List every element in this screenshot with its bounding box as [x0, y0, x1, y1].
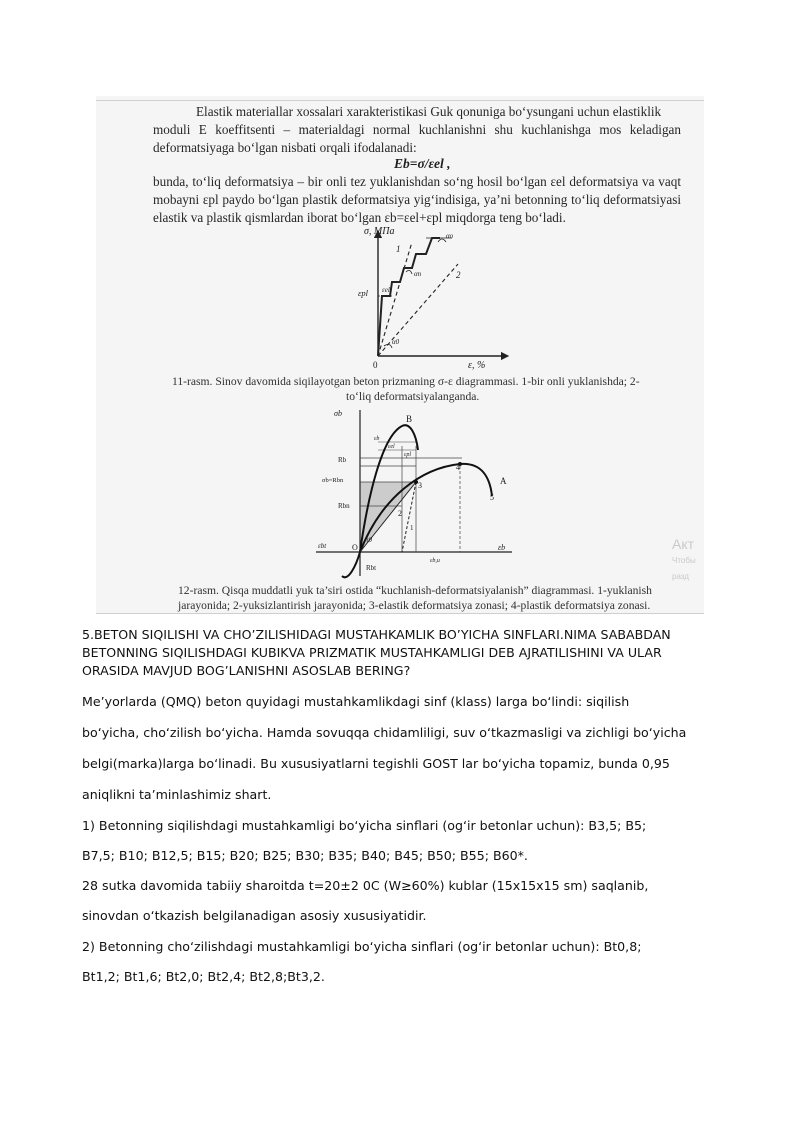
section-heading-line2: BETONNING SIQILISHDAGI KUBIKVA PRIZMATIK MUSTAHKAMLIGI DEB AJRATILISHINI VA ULAR — [82, 645, 662, 660]
fig11-eps-el-label: εel — [382, 286, 390, 294]
scan-para2-line3: elastik va plastik qismlardan iborat bo‘lgan εb=εel+εpl miqdorga teng bo‘ladi. — [153, 210, 566, 225]
body-line-5: 1) Betonning siqilishdagi mustahkamligi bo‘yicha sinflari (og‘ir betonlar uchun): B3,5; B5; — [82, 818, 647, 833]
fig11-y-label: σ, MПа — [364, 226, 395, 237]
figure-11-caption-line2: to‘liq deformatsiyalanganda. — [346, 390, 480, 403]
fig12-eps-bu-label: εb,u — [430, 558, 440, 564]
fig11-staircase-curve — [378, 238, 440, 356]
watermark-line3: разд — [672, 572, 689, 581]
scan-top-rule — [96, 100, 704, 101]
body-line-6: B7,5; B10; B12,5; B15; B20; B25; B30; B35; B40; B45; B50; B55; B60*. — [82, 848, 528, 863]
fig11-x-label: ε, % — [468, 360, 486, 370]
fig12-y-label: σb — [334, 409, 342, 418]
body-line-2: bo‘yicha, cho‘zilish bo‘yicha. Hamda sovuqqa chidamliligi, suv o‘tkazmasligi va zichligi bo‘yicha — [82, 725, 687, 740]
body-line-10: Bt1,2; Bt1,6; Bt2,0; Bt2,4; Bt2,8;Bt3,2. — [82, 969, 325, 984]
fig12-label-5: 5 — [490, 493, 494, 502]
fig12-label-2: 2 — [398, 509, 402, 518]
fig12-eps-b-label: εb — [374, 436, 380, 442]
fig12-Rb-label: Rb — [338, 456, 347, 464]
fig11-alpha0-label: α0 — [392, 338, 400, 346]
figure-12-caption-line1: 12-rasm. Qisqa muddatli yuk ta’siri ostida “kuchlanish-deformatsiyalanish” diagrammasi. 1-yuklanish — [178, 584, 652, 597]
scan-para2-line2: mobayni εpl paydo bo‘lgan plastik deformatsiya yig‘indisiga, ya’ni betonning to‘liq deformatsiyasi — [153, 192, 681, 207]
body-line-3: belgi(marka)larga bo‘linadi. Bu xususiyatlarni tegishli GOST lar bo‘yicha topamiz, bunda 0,95 — [82, 756, 670, 771]
fig12-eps-el-label: εel — [388, 444, 395, 450]
fig12-label-3: 3 — [418, 481, 422, 490]
figure-12-caption-line2: jarayonida; 2-yuksizlantirish jarayonida; 3-elastik deformatsiya zonasi; 4-plastik deformatsiya zonasi. — [178, 599, 651, 612]
body-line-7: 28 sutka davomida tabiiy sharoitda t=20±2 0C (W≥60%) kublar (15x15x15 sm) saqlanib, — [82, 878, 649, 893]
scan-para1-line2: moduli E koeffitsenti – materialdagi normal kuchlanishni shu kuchlanishga mos keladigan — [153, 122, 681, 137]
fig12-label-4: 4 — [456, 463, 460, 472]
fig12-label-A: A — [500, 476, 507, 486]
fig11-curve-2-label: 2 — [456, 270, 461, 280]
fig11-alphao-label: αo — [446, 232, 454, 240]
fig12-eps-bt-label: εbt — [318, 542, 327, 550]
watermark-line2: Чтобы — [672, 556, 696, 565]
scan-para2-line1: bunda, to‘liq deformatsiya – bir onli tez yuklanishdan so‘ng hosil bo‘lgan εel deformatsiya va vaqt — [153, 174, 681, 189]
fig12-Rbn-label: Rbn — [338, 502, 350, 510]
fig12-sigma-Rbn-label: σb=Rbn — [322, 477, 344, 484]
elastic-modulus-formula: Eb=σ/εel , — [394, 156, 451, 171]
fig12-label-B: B — [406, 414, 413, 424]
figure-12-stress-strain-diagram — [312, 406, 524, 584]
fig12-eps-pl-label: εpl — [404, 452, 412, 458]
fig11-alphan-label: αn — [414, 270, 422, 278]
scan-bottom-rule — [96, 613, 704, 614]
figure-11-caption-line1: 11-rasm. Sinov davomida siqilayotgan beton prizmaning σ-ε diagrammasi. 1-bir onli yuklanishda; 2- — [172, 375, 640, 388]
scan-para1-line1: Elastik materiallar xossalari xarakteristikasi Guk qonuniga bo‘ysungani uchun elastiklik — [196, 104, 662, 119]
fig12-label-1: 1 — [410, 524, 414, 532]
section-heading-line1: 5.BETON SIQILISHI VA CHO’ZILISHIDAGI MUSTAHKAMLIK BO’YICHA SINFLARI.NIMA SABABDAN — [82, 627, 671, 642]
figure-11-sigma-epsilon-diagram — [340, 224, 510, 370]
scan-para1-line3: deformatsiyaga bo‘lgan nisbati orqali ifodalanadi: — [153, 140, 417, 155]
body-line-1: Me’yorlarda (QMQ) beton quyidagi mustahkamlikdagi sinf (klass) larga bo‘lindi: siqilish — [82, 694, 630, 709]
fig12-Rbt-label: Rbt — [366, 564, 377, 572]
watermark-line1: Акт — [672, 536, 695, 552]
fig11-eps-pl-label: εpl — [358, 288, 368, 298]
body-line-4: aniqlikni ta’minlashimiz shart. — [82, 787, 272, 802]
fig12-x-label: εb — [498, 543, 506, 552]
fig12-origin-label: O — [352, 543, 358, 552]
section-heading-line3: ORASIDA MAVJUD BOG’LANISHNI ASOSLAB BERING? — [82, 663, 411, 678]
fig11-curve-1-label: 1 — [396, 244, 401, 254]
body-line-8: sinovdan o‘tkazish belgilanadigan asosiy xususiyatidir. — [82, 908, 427, 923]
fig12-tau0-label: τ0 — [366, 536, 373, 544]
body-line-9: 2) Betonning cho‘zilishdagi mustahkamligi bo‘yicha sinflari (og‘ir betonlar uchun): Bt0,8; — [82, 939, 642, 954]
fig11-origin-label: 0 — [373, 360, 378, 370]
